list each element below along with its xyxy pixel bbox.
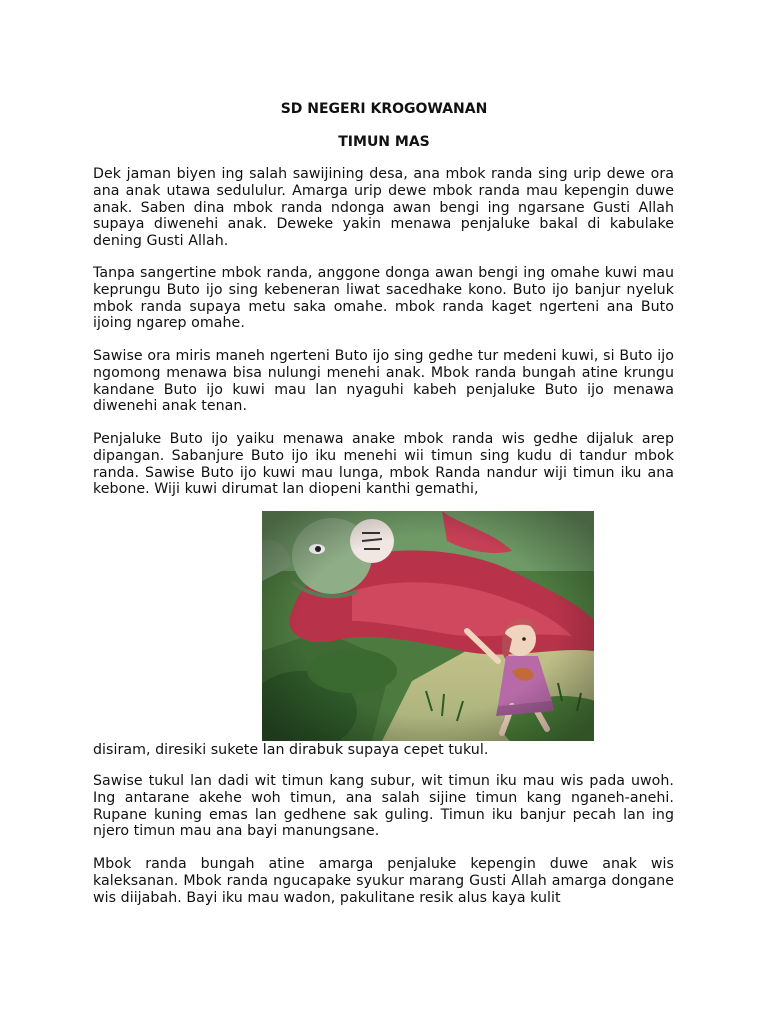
paragraph: Dek jaman biyen ing salah sawijining desa, ana mbok randa sing urip dewe ora ana anak utawa sedululur. Amarga urip dewe mbok randa mau kepengin duwe anak. Saben dina mbok randa ndonga awan bengi ing ngarsane Gusti Allah supaya diwenehi anak. Deweke yakin menawa penjaluke bakal di kabulake dening Gusti Allah. xyxy=(93,166,674,250)
school-name: SD NEGERI KROGOWANAN xyxy=(280,101,488,117)
paragraph: Sawise ora miris maneh ngerteni Buto ijo sing gedhe tur medeni kuwi, si Buto ijo ngomong menawa bisa nulungi menehi anak. Mbok randa bungah atine krungu kandane Buto ijo kuwi mau lan nyaguhi kabeh penjaluke Buto ijo menawa diwenehi anak tenan. xyxy=(93,348,674,415)
paragraph: Mbok randa bungah atine amarga penjaluke kepengin duwe anak wis kaleksanan. Mbok randa ngucapake syukur marang Gusti Allah amarga dongane wis diijabah. Bayi iku mau wadon, pakulitane resik alus kaya kulit xyxy=(93,856,674,906)
paragraph: Sawise tukul lan dadi wit timun kang subur, wit timun iku mau wis pada uwoh. Ing antarane akehe woh timun, ana salah sijine timun kang nganeh-anehi. Rupane kuning emas lan gedhene sak guling. Timun iku banjur pecah lan ing njero timun mau ana bayi manungsane. xyxy=(93,773,674,840)
paragraph: disiram, diresiki sukete lan dirabuk supaya cepet tukul. xyxy=(93,742,489,758)
paragraph: Tanpa sangertine mbok randa, anggone donga awan bengi ing omahe kuwi mau keprungu Buto ijo sing kebeneran liwat sacedhake kono. Buto ijo banjur nyeluk mbok randa supaya metu saka omahe. mbok randa kaget ngerteni ana Buto ijoing ngarep omahe. xyxy=(93,265,674,332)
story-title: TIMUN MAS xyxy=(338,134,430,150)
story-illustration xyxy=(262,511,594,741)
paragraph: Penjaluke Buto ijo yaiku menawa anake mbok randa wis gedhe dijaluk arep dipangan. Sabanjure Buto ijo iku menehi wii timun sing kudu di tandur mbok randa. Sawise Buto ijo kuwi mau lunga, mbok Randa nandur wiji timun iku ana kebone. Wiji kuwi dirumat lan diopeni kanthi gemathi, xyxy=(93,431,674,498)
